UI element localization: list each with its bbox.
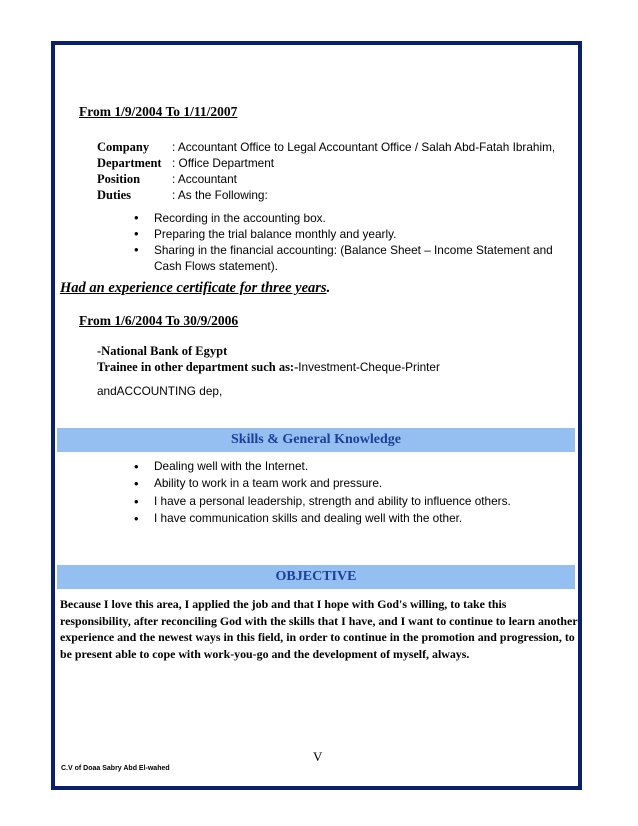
footer-text: C.V of Doaa Sabry Abd El-wahed [61, 765, 170, 772]
trainee-label: Trainee in other department such as:- [97, 360, 299, 374]
objective-title: OBJECTIVE [275, 569, 357, 584]
page-number: V [313, 749, 323, 764]
objective-text: Because I love this area, I applied the job and that I hope with God's willing, to take this responsibility, after reconciling God with the skills that I have, and I want to continue to learn another experience and the newest ways in this field, in order to continue in the promotion and progression, to be present able to cope with work-you-go and the development of myself, always. [60, 597, 578, 661]
trainee-value: Investment-Cheque-Printer [298, 360, 440, 374]
certificate-dot: . [326, 280, 331, 296]
duties-list [134, 210, 574, 274]
list-item: • Dealing well with the Internet. [134, 458, 574, 475]
certificate-text: Had an experience certificate for three years [60, 280, 327, 296]
detail-key: Department [97, 156, 162, 170]
skills-banner [57, 428, 575, 453]
detail-value: : Accountant Office to Legal Accountant Office / Salah Abd-Fatah Ibrahim, [172, 140, 556, 154]
accounting-dep: andACCOUNTING dep, [97, 384, 223, 398]
list-item: • I have a personal leadership, strength and ability to influence others. [134, 493, 574, 510]
certificate-note [60, 280, 330, 297]
skills-list [134, 458, 574, 527]
detail-value: : Accountant [172, 172, 237, 186]
detail-value: : As the Following: [172, 188, 268, 202]
detail-key: Duties [97, 188, 132, 202]
detail-row-duties [97, 187, 268, 203]
list-item: • Preparing the trial balance monthly and yearly. [134, 226, 574, 242]
detail-value: : Office Department [172, 156, 275, 170]
list-item: • Sharing in the financial accounting: (Balance Sheet – Income Statement and Cash Flows statement). [134, 242, 574, 274]
bank-name: -National Bank of Egypt [97, 344, 228, 358]
detail-row-company [97, 139, 555, 155]
list-item: • Recording in the accounting box. [134, 210, 574, 226]
skills-title: Skills & General Knowledge [231, 432, 401, 447]
experience-period-1: From 1/9/2004 To 1/11/2007 [79, 104, 238, 119]
detail-key: Position [97, 172, 141, 186]
trainee-line [97, 360, 440, 375]
detail-row-position [97, 171, 237, 187]
detail-row-department [97, 155, 274, 171]
list-item: • Ability to work in a team work and pressure. [134, 475, 574, 492]
list-item: • I have communication skills and dealing well with the other. [134, 510, 574, 527]
detail-key: Company [97, 140, 150, 154]
objective-banner [57, 565, 575, 590]
experience-period-2: From 1/6/2004 To 30/9/2006 [79, 313, 239, 328]
